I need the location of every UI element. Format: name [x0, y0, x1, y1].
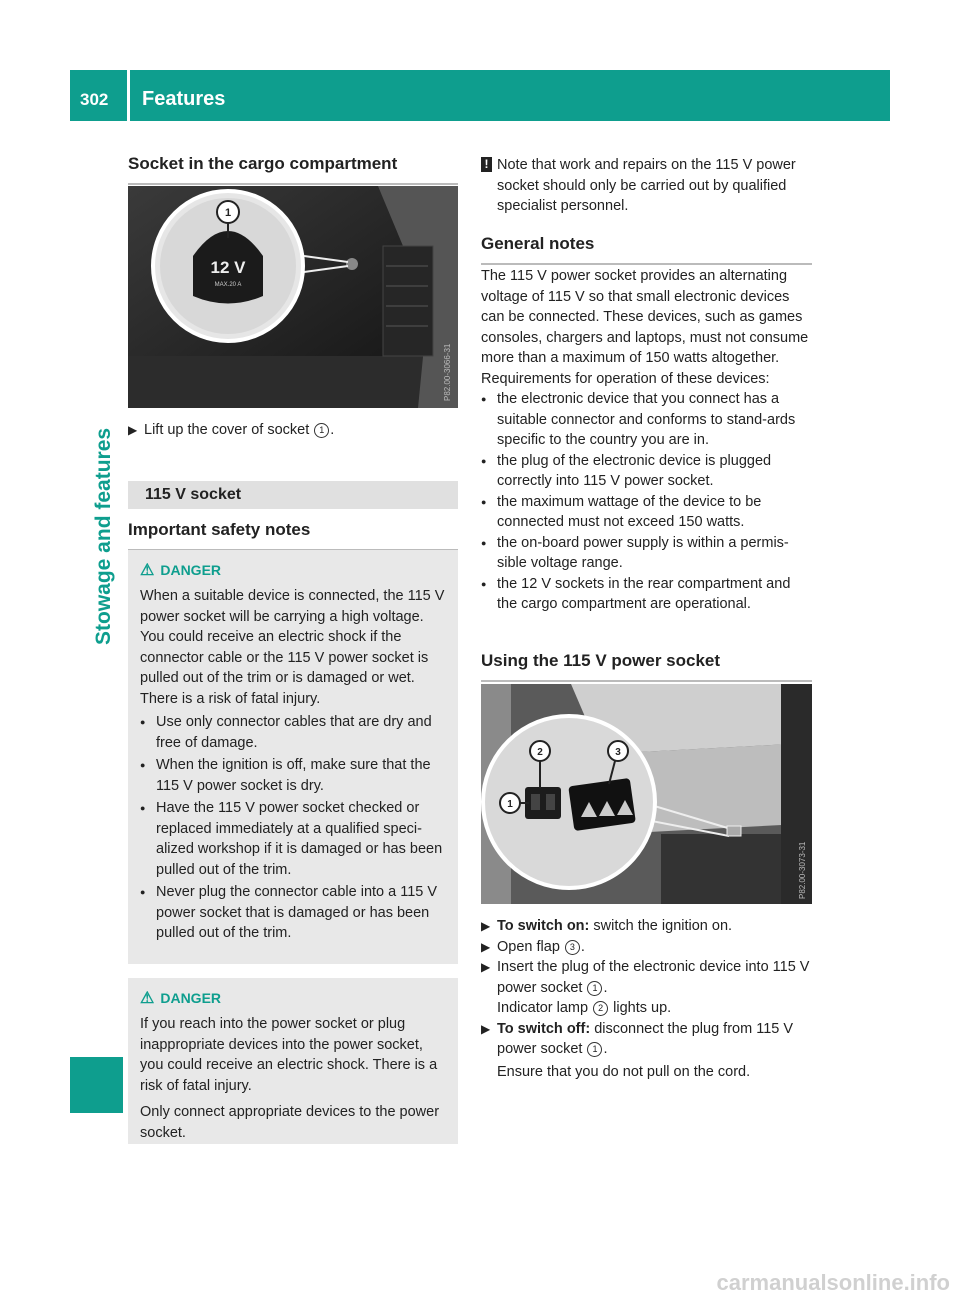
callout-1-label: 1 — [224, 207, 232, 219]
heading-rule — [481, 680, 812, 682]
warning-triangle-icon: ⚠ — [140, 562, 155, 579]
step-arrow-icon: ▶ — [128, 423, 138, 437]
list-item: ● the plug of the electronic device is plugged correctly into 115 V power socket. — [481, 452, 772, 489]
figure-code: P82.00-3073-31 — [798, 841, 807, 899]
socket-voltage-label: 12 V — [210, 258, 246, 277]
band-title: 115 V socket — [145, 486, 242, 503]
danger-text: Only connect appropriate devices to the power socket. — [140, 1104, 440, 1141]
danger-text: If you reach into the power socket or plug inappropriate devices into the power socket, you could receive an electric shock. There is a risk of fatal injury. — [140, 1016, 438, 1094]
danger-title: ⚠ DANGER — [140, 562, 222, 579]
warning-triangle-icon: ⚠ — [140, 990, 155, 1007]
callout-1-icon: 1 — [587, 981, 602, 996]
safety-heading: Important safety notes — [128, 520, 311, 539]
using-heading: Using the 115 V power socket — [481, 651, 721, 670]
danger-box-1 — [128, 550, 458, 964]
page-header — [70, 70, 890, 121]
socket-heading: Socket in the cargo compartment — [128, 154, 398, 173]
list-item: ● the maximum wattage of the device to be connected must not exceed 150 watts. — [481, 493, 762, 530]
callout-1-icon: 1 — [587, 1042, 602, 1057]
list-item: ● Never plug the connector cable into a 115 V power socket that is damaged or has been pulled out of the trim. — [140, 884, 438, 941]
list-item: ● the electronic device that you connect has a suitable connector and conforms to stand-ards specific to the country you are in. — [481, 391, 796, 448]
socket-max-label: MAX.20 A — [214, 282, 242, 288]
rear-socket-photo — [481, 684, 812, 904]
callout-3-icon: 3 — [565, 940, 580, 955]
callout-2-icon: 2 — [593, 1001, 608, 1016]
list-item: ● When the ignition is off, make sure that the 115 V power socket is dry. — [140, 757, 431, 794]
side-tab-marker — [70, 1057, 123, 1113]
heading-rule — [128, 183, 458, 185]
danger-text: When a suitable device is connected, the 115 V power socket will be carrying a high voltage. You could receive an electric shock if the connector cable or the 115 V power socket is pulled out of the trim or is damaged or wet. There is a risk of fatal injury. — [140, 588, 445, 707]
heading-rule — [481, 263, 812, 265]
section-band — [128, 481, 458, 509]
callout-3-label: 3 — [615, 747, 621, 758]
step-arrow-icon: ▶ — [481, 939, 491, 954]
step-note: Ensure that you do not pull on the cord. — [497, 1063, 751, 1080]
list-item: ● Have the 115 V power socket checked or replaced immediately at a qualified speci-alized workshop if it is damaged or has been pulled out of the trim. — [140, 800, 443, 878]
danger-title: ⚠ DANGER — [140, 990, 222, 1007]
general-text: The 115 V power socket provides an alternating voltage of 115 V so that small electronic devices can be connected. These devices, such as games consoles, chargers and laptops, must not consume more than a maximum of 150 watts altogether. — [481, 268, 809, 366]
note-icon: ! — [481, 157, 492, 172]
step-arrow-icon: ▶ — [481, 960, 491, 974]
step-open-flap: ▶ Open flap 3 . — [481, 937, 812, 958]
step-arrow-icon: ▶ — [481, 1021, 491, 1036]
section-title: Features — [142, 88, 226, 110]
service-note: ! Note that work and repairs on the 115 V power socket should only be carried out by qualified specialist personnel. — [481, 155, 817, 217]
step-lift-cover: ▶ Lift up the cover of socket 1 . — [128, 420, 474, 441]
danger-box-2 — [128, 978, 458, 1144]
callout-2-label: 2 — [537, 747, 543, 758]
side-tab-label: Stowage and features — [92, 427, 115, 645]
step-switch-on: ▶ To switch on: switch the ignition on. — [481, 916, 812, 937]
callout-1-label: 1 — [507, 799, 513, 810]
callout-1-icon: 1 — [314, 423, 329, 438]
list-item: ● the on-board power supply is within a permis-sible voltage range. — [481, 534, 789, 571]
figure-code: P82.00-3066-31 — [443, 343, 452, 401]
list-item: ● Use only connector cables that are dry and free of damage. — [140, 714, 432, 751]
general-notes-heading: General notes — [481, 234, 595, 253]
requirements-text: Requirements for operation of these devices: — [481, 371, 770, 387]
step-arrow-icon: ▶ — [481, 919, 491, 933]
list-item: ● the 12 V sockets in the rear compartment and the cargo compartment are operational. — [481, 575, 791, 612]
cargo-socket-photo — [128, 186, 458, 408]
watermark: carmanualsonline.info — [716, 1270, 950, 1295]
step-insert-plug: ▶ Insert the plug of the electronic device into 115 V power socket 1 . Indicator lamp 2 lights up. — [481, 959, 810, 1016]
step-switch-off: ▶ To switch off: disconnect the plug from 115 V power socket 1 . Ensure that you do not pull on the cord. — [481, 1019, 812, 1083]
page-number: 302 — [80, 90, 109, 109]
header-divider — [127, 70, 130, 121]
